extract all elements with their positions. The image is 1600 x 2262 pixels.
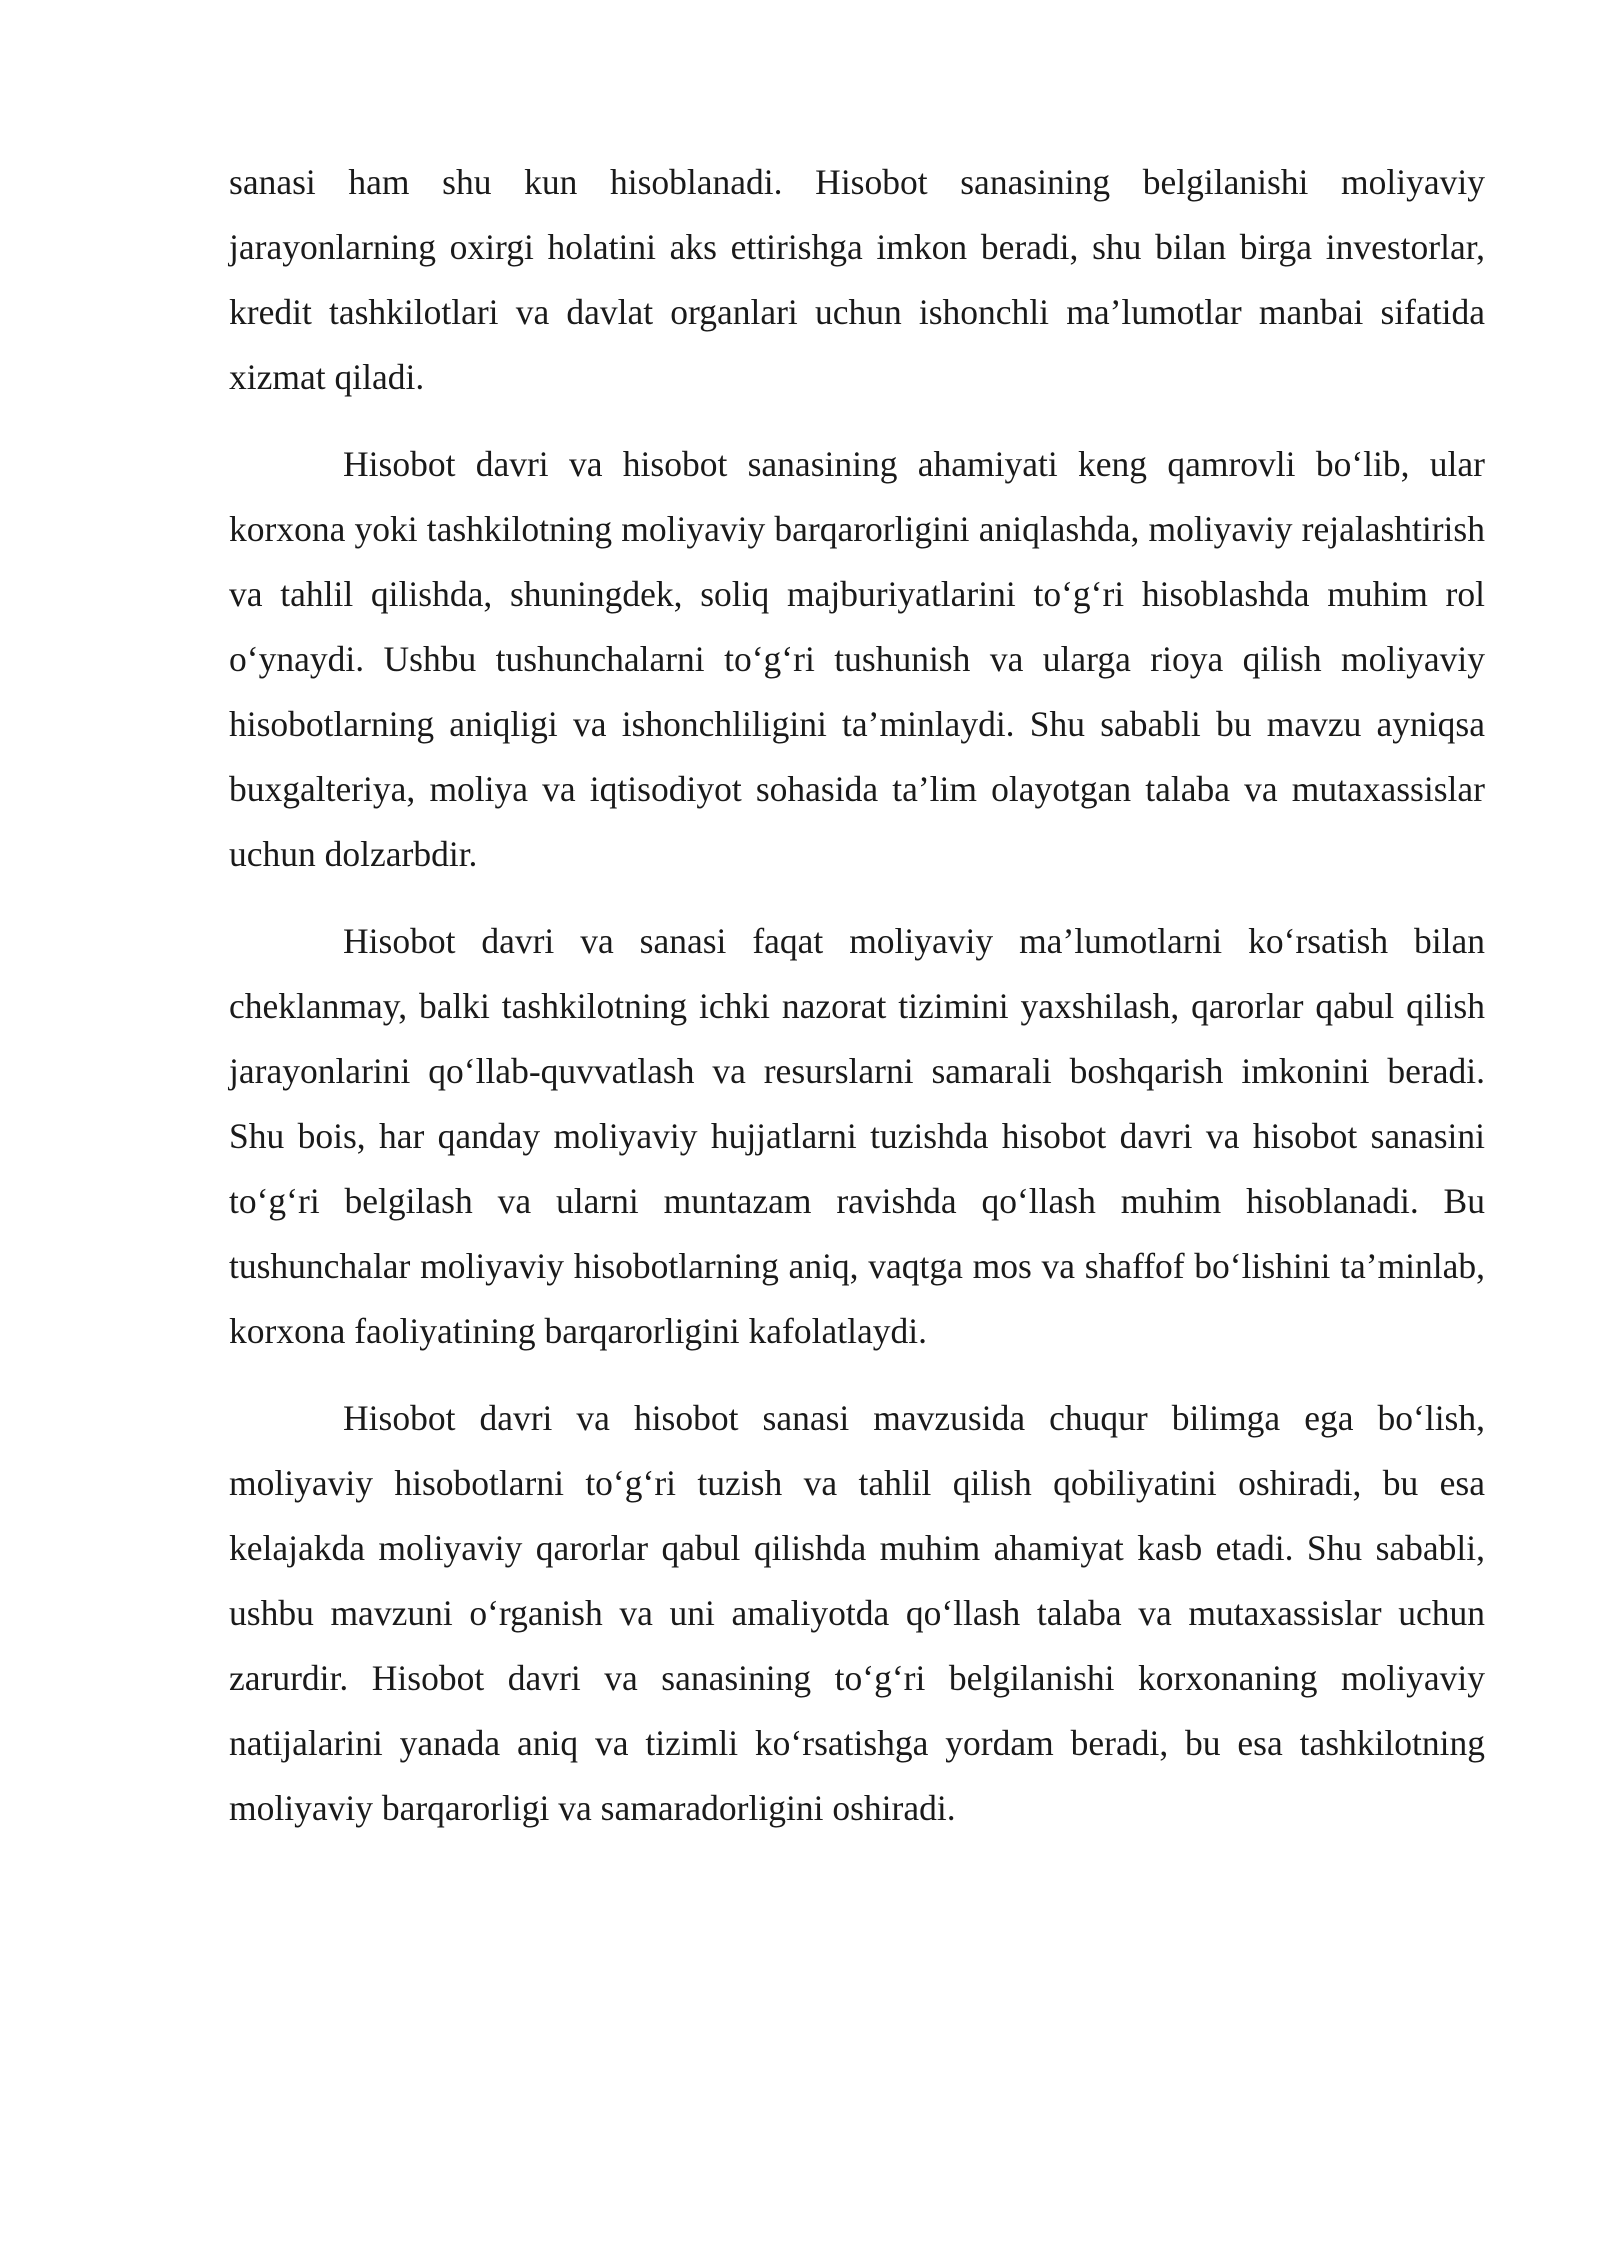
paragraph-1: sanasi ham shu kun hisoblanadi. Hisobot sanasining belgilanishi moliyaviy jarayonlarning oxirgi holatini aks ettirishga imkon beradi, shu bilan birga investorlar, kredit tashkilotlari va davlat organlari uchun ishonchli ma’lumotlar manbai sifatida xizmat qiladi. bbox=[229, 162, 1485, 397]
document-body bbox=[229, 150, 1485, 1863]
paragraph-4: Hisobot davri va hisobot sanasi mavzusida chuqur bilimga ega bo‘lish, moliyaviy hisobotlarni to‘g‘ri tuzish va tahlil qilish qobiliyatini oshiradi, bu esa kelajakda moliyaviy qarorlar qabul qilishda muhim ahamiyat kasb etadi. Shu sababli, ushbu mavzuni o‘rganish va uni amaliyotda qo‘llash talaba va mutaxassislar uchun zarurdir. Hisobot davri va sanasining to‘g‘ri belgilanishi korxonaning moliyaviy natijalarini yanada aniq va tizimli ko‘rsatishga yordam beradi, bu esa tashkilotning moliyaviy barqarorligi va samaradorligini oshiradi. bbox=[229, 1398, 1485, 1828]
paragraph-3: Hisobot davri va sanasi faqat moliyaviy ma’lumotlarni ko‘rsatish bilan cheklanmay, balki tashkilotning ichki nazorat tizimini yaxshilash, qarorlar qabul qilish jarayonlarini qo‘llab-quvvatlash va resurslarni samarali boshqarish imkonini beradi. Shu bois, har qanday moliyaviy hujjatlarni tuzishda hisobot davri va hisobot sanasini to‘g‘ri belgilash va ularni muntazam ravishda qo‘llash muhim hisoblanadi. Bu tushunchalar moliyaviy hisobotlarning aniq, vaqtga mos va shaffof bo‘lishini ta’minlab, korxona faoliyatining barqarorligini kafolatlaydi. bbox=[229, 921, 1485, 1351]
paragraph-2: Hisobot davri va hisobot sanasining ahamiyati keng qamrovli bo‘lib, ular korxona yoki tashkilotning moliyaviy barqarorligini aniqlashda, moliyaviy rejalashtirish va tahlil qilishda, shuningdek, soliq majburiyatlarini to‘g‘ri hisoblashda muhim rol o‘ynaydi. Ushbu tushunchalarni to‘g‘ri tushunish va ularga rioya qilish moliyaviy hisobotlarning aniqligi va ishonchliligini ta’minlaydi. Shu sababli bu mavzu ayniqsa buxgalteriya, moliya va iqtisodiyot sohasida ta’lim olayotgan talaba va mutaxassislar uchun dolzarbdir. bbox=[229, 444, 1485, 874]
